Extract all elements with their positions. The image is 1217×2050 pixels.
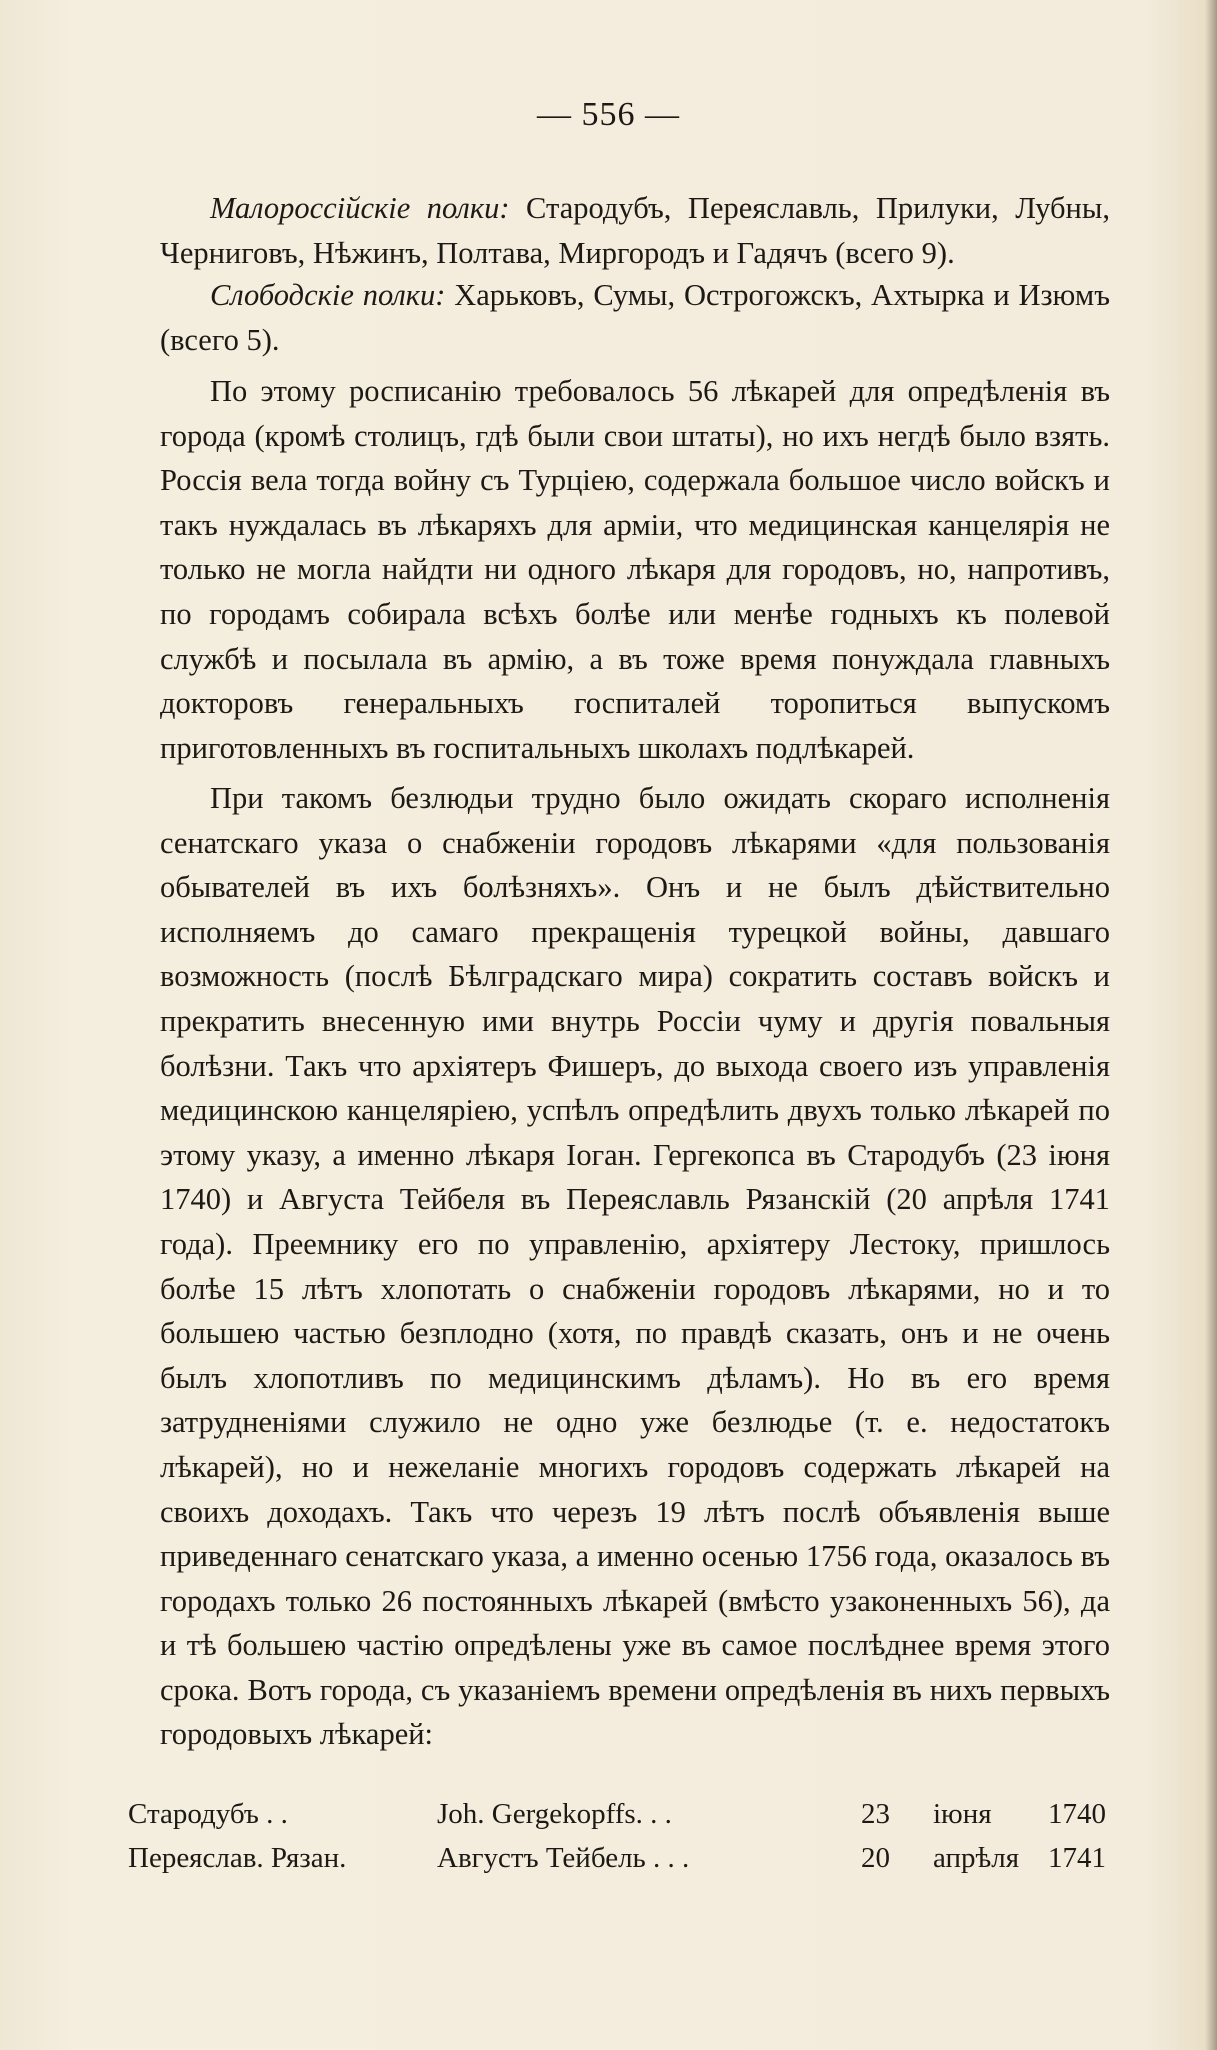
paragraph-body: Харьковъ, Сумы, Острогожскъ, Ахтырка и Изюмъ (всего 5). <box>160 278 1110 357</box>
paragraph-lead: Малороссійскіе полки: <box>210 191 510 225</box>
month-cell: апрѣля <box>933 1842 1020 1874</box>
day-cell: 23 <box>861 1798 890 1830</box>
day-cell: 20 <box>861 1842 890 1874</box>
paragraph-sloboda-regiments <box>160 273 1110 362</box>
month-cell: іюня <box>933 1798 992 1830</box>
appointments-table <box>128 1792 1118 1880</box>
year-cell: 1741 <box>1048 1842 1106 1874</box>
paragraph-senate-decree <box>160 776 1110 1757</box>
paragraph-doctor-shortage <box>160 369 1110 770</box>
table-row <box>128 1836 1118 1880</box>
paragraph-body: Стародубъ, Переяславль, Прилуки, Лубны, Черниговъ, Нѣжинъ, Полтава, Миргородъ и Гадячъ (всего 9). <box>160 191 1110 270</box>
paragraph-body: По этому росписанію требовалось 56 лѣкарей для опредѣленія въ города (кромѣ столицъ, гдѣ были свои штаты), но ихъ негдѣ было взять. Россія вела тогда войну съ Турціею, содержала большое число войскъ и такъ нуждалась въ лѣкаряхъ для арміи, что медицинская канцелярія не только не могла найдти ни одного лѣкаря для городовъ, но, напротивъ, по городамъ собирала всѣхъ болѣе или менѣе годныхъ къ полевой службѣ и посылала въ армію, а въ тоже время понуждала главныхъ докторовъ генеральныхъ госпиталей торопиться выпускомъ приготовленныхъ въ госпитальныхъ школахъ подлѣкарей. <box>160 374 1110 765</box>
table-row <box>128 1792 1118 1836</box>
year-cell: 1740 <box>1048 1798 1106 1830</box>
paragraph-body: При такомъ безлюдьи трудно было ожидать скораго исполненія сенатскаго указа о снабженіи городовъ лѣкарями «для пользованія обывателей въ ихъ болѣзняхъ». Онъ и не былъ дѣйствительно исполняемъ до самаго прекращенія турецкой войны, давшаго возможность (послѣ Бѣлградскаго мира) сократить составъ войскъ и прекратить внесенную ими внутрь Россіи чуму и другія повальныя болѣзни. Такъ что архіятеръ Фишеръ, до выхода своего изъ управленія медицинскою канцеляріею, успѣлъ опредѣлить двухъ только лѣкарей по этому указу, а именно лѣкаря Іоган. Гергекопса въ Стародубъ (23 іюня 1740) и Августа Тейбеля въ Переяславль Рязанскій (20 апрѣля 1741 года). Преемнику его по управленію, архіятеру Лестоку, пришлось болѣе 15 лѣтъ хлопотать о снабженіи городовъ лѣкарями, но и то большею частью безплодно (хотя, по правдѣ сказать, онъ и не очень былъ хлопотливъ по медицинскимъ дѣламъ). Но въ его время затрудненіями служило не одно уже безлюдье (т. е. недостатокъ лѣкарей), но и нежеланіе многихъ городовъ содержать лѣкарей на своихъ доходахъ. Такъ что черезъ 19 лѣтъ послѣ объявленія выше приведеннаго сенатскаго указа, а именно осенью 1756 года, оказалось въ городахъ только 26 постоянныхъ лѣкарей (вмѣсто узаконенныхъ 56), да и тѣ большею частію опредѣлены уже въ самое послѣднее время этого срока. Вотъ города, съ указаніемъ времени опредѣленія въ нихъ первыхъ городовыхъ лѣкарей: <box>160 781 1110 1752</box>
page-number: — 556 — <box>537 96 680 133</box>
page-edge-shadow <box>1205 0 1217 2050</box>
city-cell: Переяслав. Рязан. <box>128 1842 347 1874</box>
doctor-name-cell: Августъ Тейбель . . . <box>437 1842 690 1874</box>
city-cell: Стародубъ . . <box>128 1798 288 1830</box>
paragraph-little-russian-regiments <box>160 186 1110 275</box>
doctor-name-cell: Joh. Gergekopffs. . . <box>437 1798 672 1830</box>
paragraph-lead: Слободскіе полки: <box>210 278 446 312</box>
